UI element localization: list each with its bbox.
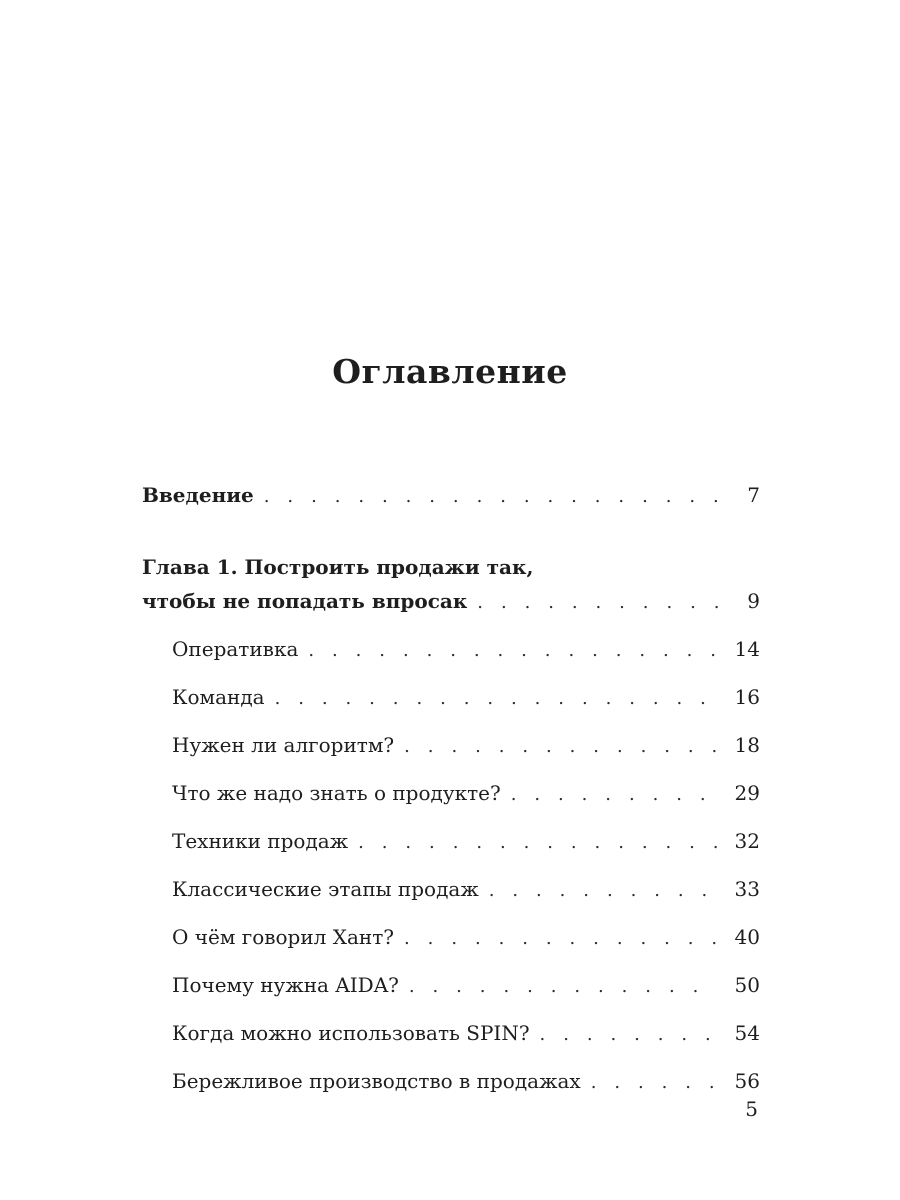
toc-entry-page: 18: [734, 733, 760, 757]
dot-leader: [308, 634, 718, 668]
toc-entry-section[interactable]: [172, 776, 760, 812]
toc-entry-label: Классические этапы продаж: [172, 877, 479, 901]
toc-entry-label: Введение: [142, 483, 254, 507]
toc-entry-page: 14: [734, 637, 760, 661]
toc-entry-introduction[interactable]: [142, 478, 760, 514]
toc-entry-label: Бережливое производство в продажах: [172, 1069, 581, 1093]
dot-leader: [511, 778, 718, 812]
toc-entry-page: 56: [734, 1069, 760, 1093]
toc-chapter-title-line1[interactable]: Глава 1. Построить продажи так,: [142, 555, 534, 579]
toc-entry-section[interactable]: [172, 632, 760, 668]
toc-entry-label: Нужен ли алгоритм?: [172, 733, 395, 757]
dot-leader: [591, 1066, 718, 1100]
dot-leader: [404, 730, 718, 764]
toc-entry-section[interactable]: [172, 872, 760, 908]
toc-entry-label: Команда: [172, 685, 265, 709]
toc-entry-page: 16: [734, 685, 760, 709]
toc-entry-label: Почему нужна AIDA?: [172, 973, 399, 997]
toc-entry-page: 50: [734, 973, 760, 997]
dot-leader: [489, 874, 718, 908]
dot-leader: [409, 970, 718, 1004]
toc-entry-section[interactable]: [172, 920, 760, 956]
table-of-contents: [142, 478, 760, 1112]
dot-leader: [358, 826, 718, 860]
toc-entry-label: Когда можно использовать SPIN?: [172, 1021, 530, 1045]
toc-entry-section[interactable]: [172, 728, 760, 764]
toc-entry-label: Что же надо знать о продукте?: [172, 781, 501, 805]
toc-entry-page: 9: [747, 589, 760, 613]
toc-entry-page: 32: [734, 829, 760, 853]
toc-entry-section[interactable]: [172, 680, 760, 716]
toc-entry-section[interactable]: [172, 1016, 760, 1052]
toc-entry-label: Оперативка: [172, 637, 299, 661]
dot-leader: [540, 1018, 718, 1052]
dot-leader: [275, 682, 718, 716]
toc-entry-page: 54: [734, 1021, 760, 1045]
toc-entry-page: 33: [734, 877, 760, 901]
toc-title: Оглавление: [332, 352, 568, 391]
toc-entry-section[interactable]: [172, 968, 760, 1004]
toc-chapter-title-line2: чтобы не попадать впросак: [142, 589, 468, 613]
page-number: 5: [745, 1097, 758, 1121]
toc-entry-page: 29: [734, 781, 760, 805]
toc-entry-page: 7: [747, 483, 760, 507]
toc-entry-chapter-1[interactable]: [142, 584, 760, 620]
dot-leader: [477, 586, 718, 620]
toc-entry-section[interactable]: [172, 1064, 760, 1100]
toc-entry-section[interactable]: [172, 824, 760, 860]
toc-entry-label: Техники продаж: [172, 829, 349, 853]
toc-entry-page: 40: [734, 925, 760, 949]
dot-leader: [264, 480, 718, 514]
toc-entry-label: О чём говорил Хант?: [172, 925, 395, 949]
dot-leader: [404, 922, 718, 956]
